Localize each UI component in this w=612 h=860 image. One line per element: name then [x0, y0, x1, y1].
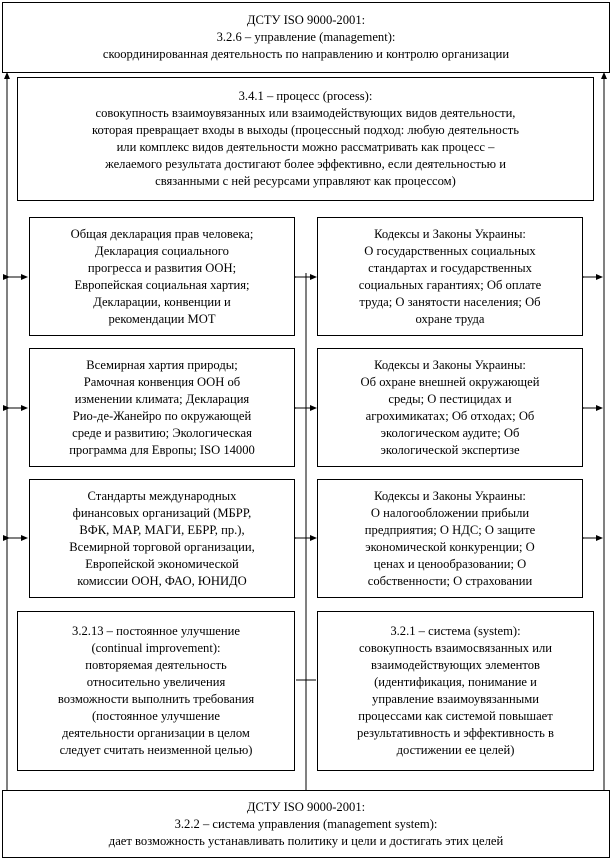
- left-box-social-line: Декларация социального: [95, 243, 229, 258]
- right-box-ecology-laws: [317, 348, 583, 467]
- continual-improvement-box: [17, 611, 295, 771]
- management-definition-box: [2, 2, 610, 73]
- left-box-finance-line: финансовых организаций (МБРР,: [72, 505, 252, 520]
- right-box-social-laws-line: охране труда: [415, 311, 485, 326]
- left-box-finance-line: ВФК, МАР, МАГИ, ЕБРР, пр.),: [79, 522, 245, 537]
- process-line3: которая превращает входы в выходы (процессный подход: любую деятельность: [92, 123, 519, 137]
- left-box-ecology-line: Рамочная конвенция ООН об: [83, 374, 241, 389]
- right-box-economy-laws-line: собственности; О страховании: [367, 573, 533, 588]
- top-box-line2: 3.2.6 – управление (management):: [216, 30, 396, 44]
- improvement-line: (continual improvement):: [91, 641, 221, 655]
- left-box-finance-line: комиссии ООН, ФАО, ЮНИДО: [77, 573, 247, 588]
- process-line6: связанными с ней ресурсами управляют как процессом): [155, 174, 456, 188]
- right-box-social-laws-line: Кодексы и Законы Украины:: [374, 226, 526, 241]
- improvement-line: деятельности организации в целом: [62, 726, 250, 740]
- management-system-box: [2, 790, 610, 858]
- process-line4: или комплекс видов деятельности можно рассматривать как процесс –: [116, 140, 495, 154]
- bottom-box-line2: 3.2.2 – система управления (management system):: [174, 816, 438, 831]
- bottom-box-line1: ДСТУ ISO 9000-2001:: [246, 799, 366, 814]
- left-box-ecology-line: Всемирная хартия природы;: [86, 357, 238, 372]
- right-box-social-laws-line: социальных гарантиях; Об оплате: [358, 277, 542, 292]
- left-box-ecology-line: среде и развитию; Экологическая: [72, 425, 252, 440]
- right-box-social-laws-line: стандартах и государственных: [368, 260, 532, 275]
- right-box-ecology-laws-line: агрохимикатах; Об отходах; Об: [365, 408, 535, 423]
- left-box-finance-line: Всемирной торговой организации,: [69, 539, 255, 554]
- improvement-line: (постоянное улучшение: [91, 709, 220, 723]
- left-box-social-line: Общая декларация прав человека;: [70, 226, 254, 241]
- process-line1: 3.4.1 – процесс (process):: [238, 89, 373, 103]
- improvement-line: 3.2.13 – постоянное улучшение: [72, 624, 240, 638]
- left-box-ecology-line: Рио-де-Жанейро по окружающей: [72, 408, 252, 423]
- left-box-finance-line: Европейской экономической: [85, 556, 239, 571]
- process-line2: совокупность взаимоувязанных или взаимодействующих видов деятельности,: [95, 106, 516, 120]
- right-box-economy-laws-line: Кодексы и Законы Украины:: [374, 488, 526, 503]
- left-box-social-line: Декларации, конвенции и: [93, 294, 231, 309]
- top-box-line1: ДСТУ ISO 9000-2001:: [246, 13, 366, 27]
- left-box-ecology-line: программа для Европы; ISO 14000: [69, 442, 255, 457]
- bottom-box-line3: дает возможность устанавливать политику и цели и достигать этих целей: [108, 833, 504, 848]
- left-box-ecology: [29, 348, 295, 467]
- right-box-ecology-laws-line: среды; О пестицидах и: [388, 391, 512, 406]
- top-box-line3: скоординированная деятельность по направлению и контролю организации: [102, 47, 510, 61]
- improvement-line: следует считать неизменной целью): [59, 743, 253, 757]
- system-line: совокупность взаимосвязанных или: [358, 641, 553, 655]
- left-box-social-line: Европейская социальная хартия;: [74, 277, 250, 292]
- system-line: достижении ее целей): [396, 743, 515, 757]
- right-box-ecology-laws-line: Об охране внешней окружающей: [360, 374, 540, 389]
- right-box-social-laws: [317, 217, 583, 336]
- right-box-economy-laws-line: О налогообложении прибыли: [370, 505, 530, 520]
- system-line: процессами как системой повышает: [358, 709, 553, 723]
- right-box-ecology-laws-line: экологической экспертизе: [380, 442, 520, 457]
- system-line: взаимодействующих элементов: [370, 658, 541, 672]
- system-line: результативность и эффективность в: [357, 726, 554, 740]
- process-definition-box: [17, 77, 594, 201]
- left-box-social-line: рекомендации МОТ: [108, 311, 216, 326]
- right-box-ecology-laws-line: Кодексы и Законы Украины:: [374, 357, 526, 372]
- right-box-economy-laws: [317, 479, 583, 598]
- right-box-social-laws-line: О государственных социальных: [364, 243, 536, 258]
- left-box-social-line: прогресса и развития ООН;: [87, 260, 237, 275]
- system-line: (идентификация, понимание и: [374, 675, 537, 689]
- right-box-economy-laws-line: предприятия; О НДС; О защите: [364, 522, 536, 537]
- right-box-economy-laws-line: экономической конкуренции; О: [365, 539, 535, 554]
- improvement-line: возможности выполнить требования: [57, 692, 255, 706]
- right-box-social-laws-line: труда; О занятости населения; Об: [359, 294, 541, 309]
- left-box-social: [29, 217, 295, 336]
- right-box-economy-laws-line: ценах и ценообразовании; О: [373, 556, 527, 571]
- improvement-line: повторяемая деятельность: [85, 658, 227, 672]
- left-box-finance: [29, 479, 295, 598]
- system-definition-box: [317, 611, 594, 771]
- left-box-finance-line: Стандарты международных: [87, 488, 237, 503]
- improvement-line: относительно увеличения: [86, 675, 226, 689]
- system-line: управление взаимоувязанными: [372, 692, 539, 706]
- process-line5: желаемого результата достигают более эффективно, если деятельностью и: [105, 157, 506, 171]
- right-box-ecology-laws-line: экологическом аудите; Об: [380, 425, 520, 440]
- system-line: 3.2.1 – система (system):: [390, 624, 521, 638]
- left-box-ecology-line: изменении климата; Декларация: [74, 391, 250, 406]
